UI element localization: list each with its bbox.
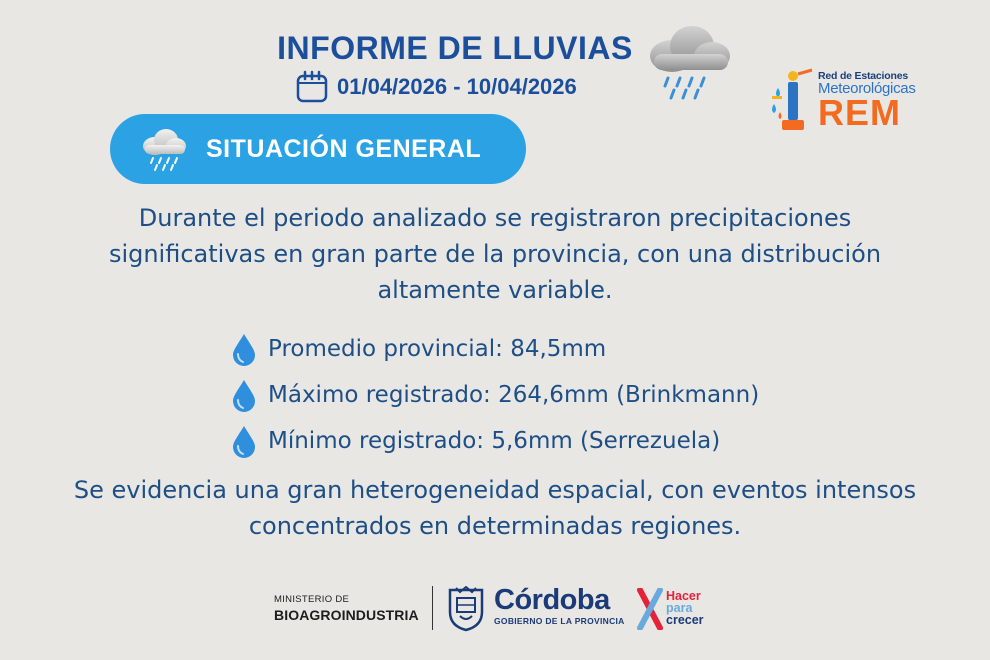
rain-cloud-icon: [138, 126, 188, 172]
coat-of-arms-icon: [446, 586, 486, 632]
slogan-line1: Hacer: [666, 589, 701, 603]
stat-text: Promedio provincial: 84,5mm: [268, 336, 607, 362]
stat-text: Máximo registrado: 264,6mm (Brinkmann): [268, 382, 760, 408]
footer-logos: [274, 584, 734, 634]
section-header-pill: [110, 114, 526, 184]
divider: [432, 586, 433, 630]
rem-logo-line2: Meteorológicas: [818, 80, 916, 97]
weather-station-icon: [768, 68, 816, 134]
date-range: [295, 70, 577, 104]
ministry-line2: BIOAGROINDUSTRIA: [274, 607, 419, 623]
ministry-logo: [274, 594, 419, 623]
page-title: INFORME DE LLUVIAS: [277, 30, 633, 66]
hacer-para-crecer-mark-icon: [636, 588, 664, 630]
slogan-line3: crecer: [666, 613, 704, 627]
rem-logo-line3: REM: [818, 92, 901, 133]
list-item: [230, 372, 759, 418]
cordoba-logo: [494, 584, 625, 626]
water-drop-icon: [230, 332, 258, 366]
stats-list: [230, 326, 759, 464]
cordoba-name: Córdoba: [494, 584, 610, 616]
slogan-line2: para: [666, 601, 693, 615]
rain-cloud-icon: [640, 22, 734, 102]
intro-paragraph: Durante el periodo analizado se registraron precipitaciones significativas en gran parte de la provincia, con una distribución altamente variable.: [108, 204, 882, 304]
calendar-icon: [295, 70, 329, 104]
conclusion-paragraph: Se evidencia una gran heterogeneidad espacial, con eventos intensos concentrados en determinadas regiones.: [73, 476, 917, 540]
cordoba-sub: GOBIERNO DE LA PROVINCIA: [494, 616, 625, 626]
section-title: SITUACIÓN GENERAL: [206, 134, 482, 163]
rem-logo: [768, 68, 918, 134]
water-drop-icon: [230, 378, 258, 412]
stat-text: Mínimo registrado: 5,6mm (Serrezuela): [268, 428, 721, 454]
hacer-para-crecer-logo: [666, 590, 704, 626]
rem-logo-line1: Red de Estaciones: [818, 70, 908, 82]
list-item: [230, 326, 759, 372]
date-range-text: 01/04/2026 - 10/04/2026: [337, 74, 577, 99]
ministry-line1: MINISTERIO DE: [274, 594, 350, 605]
list-item: [230, 418, 759, 464]
water-drop-icon: [230, 424, 258, 458]
